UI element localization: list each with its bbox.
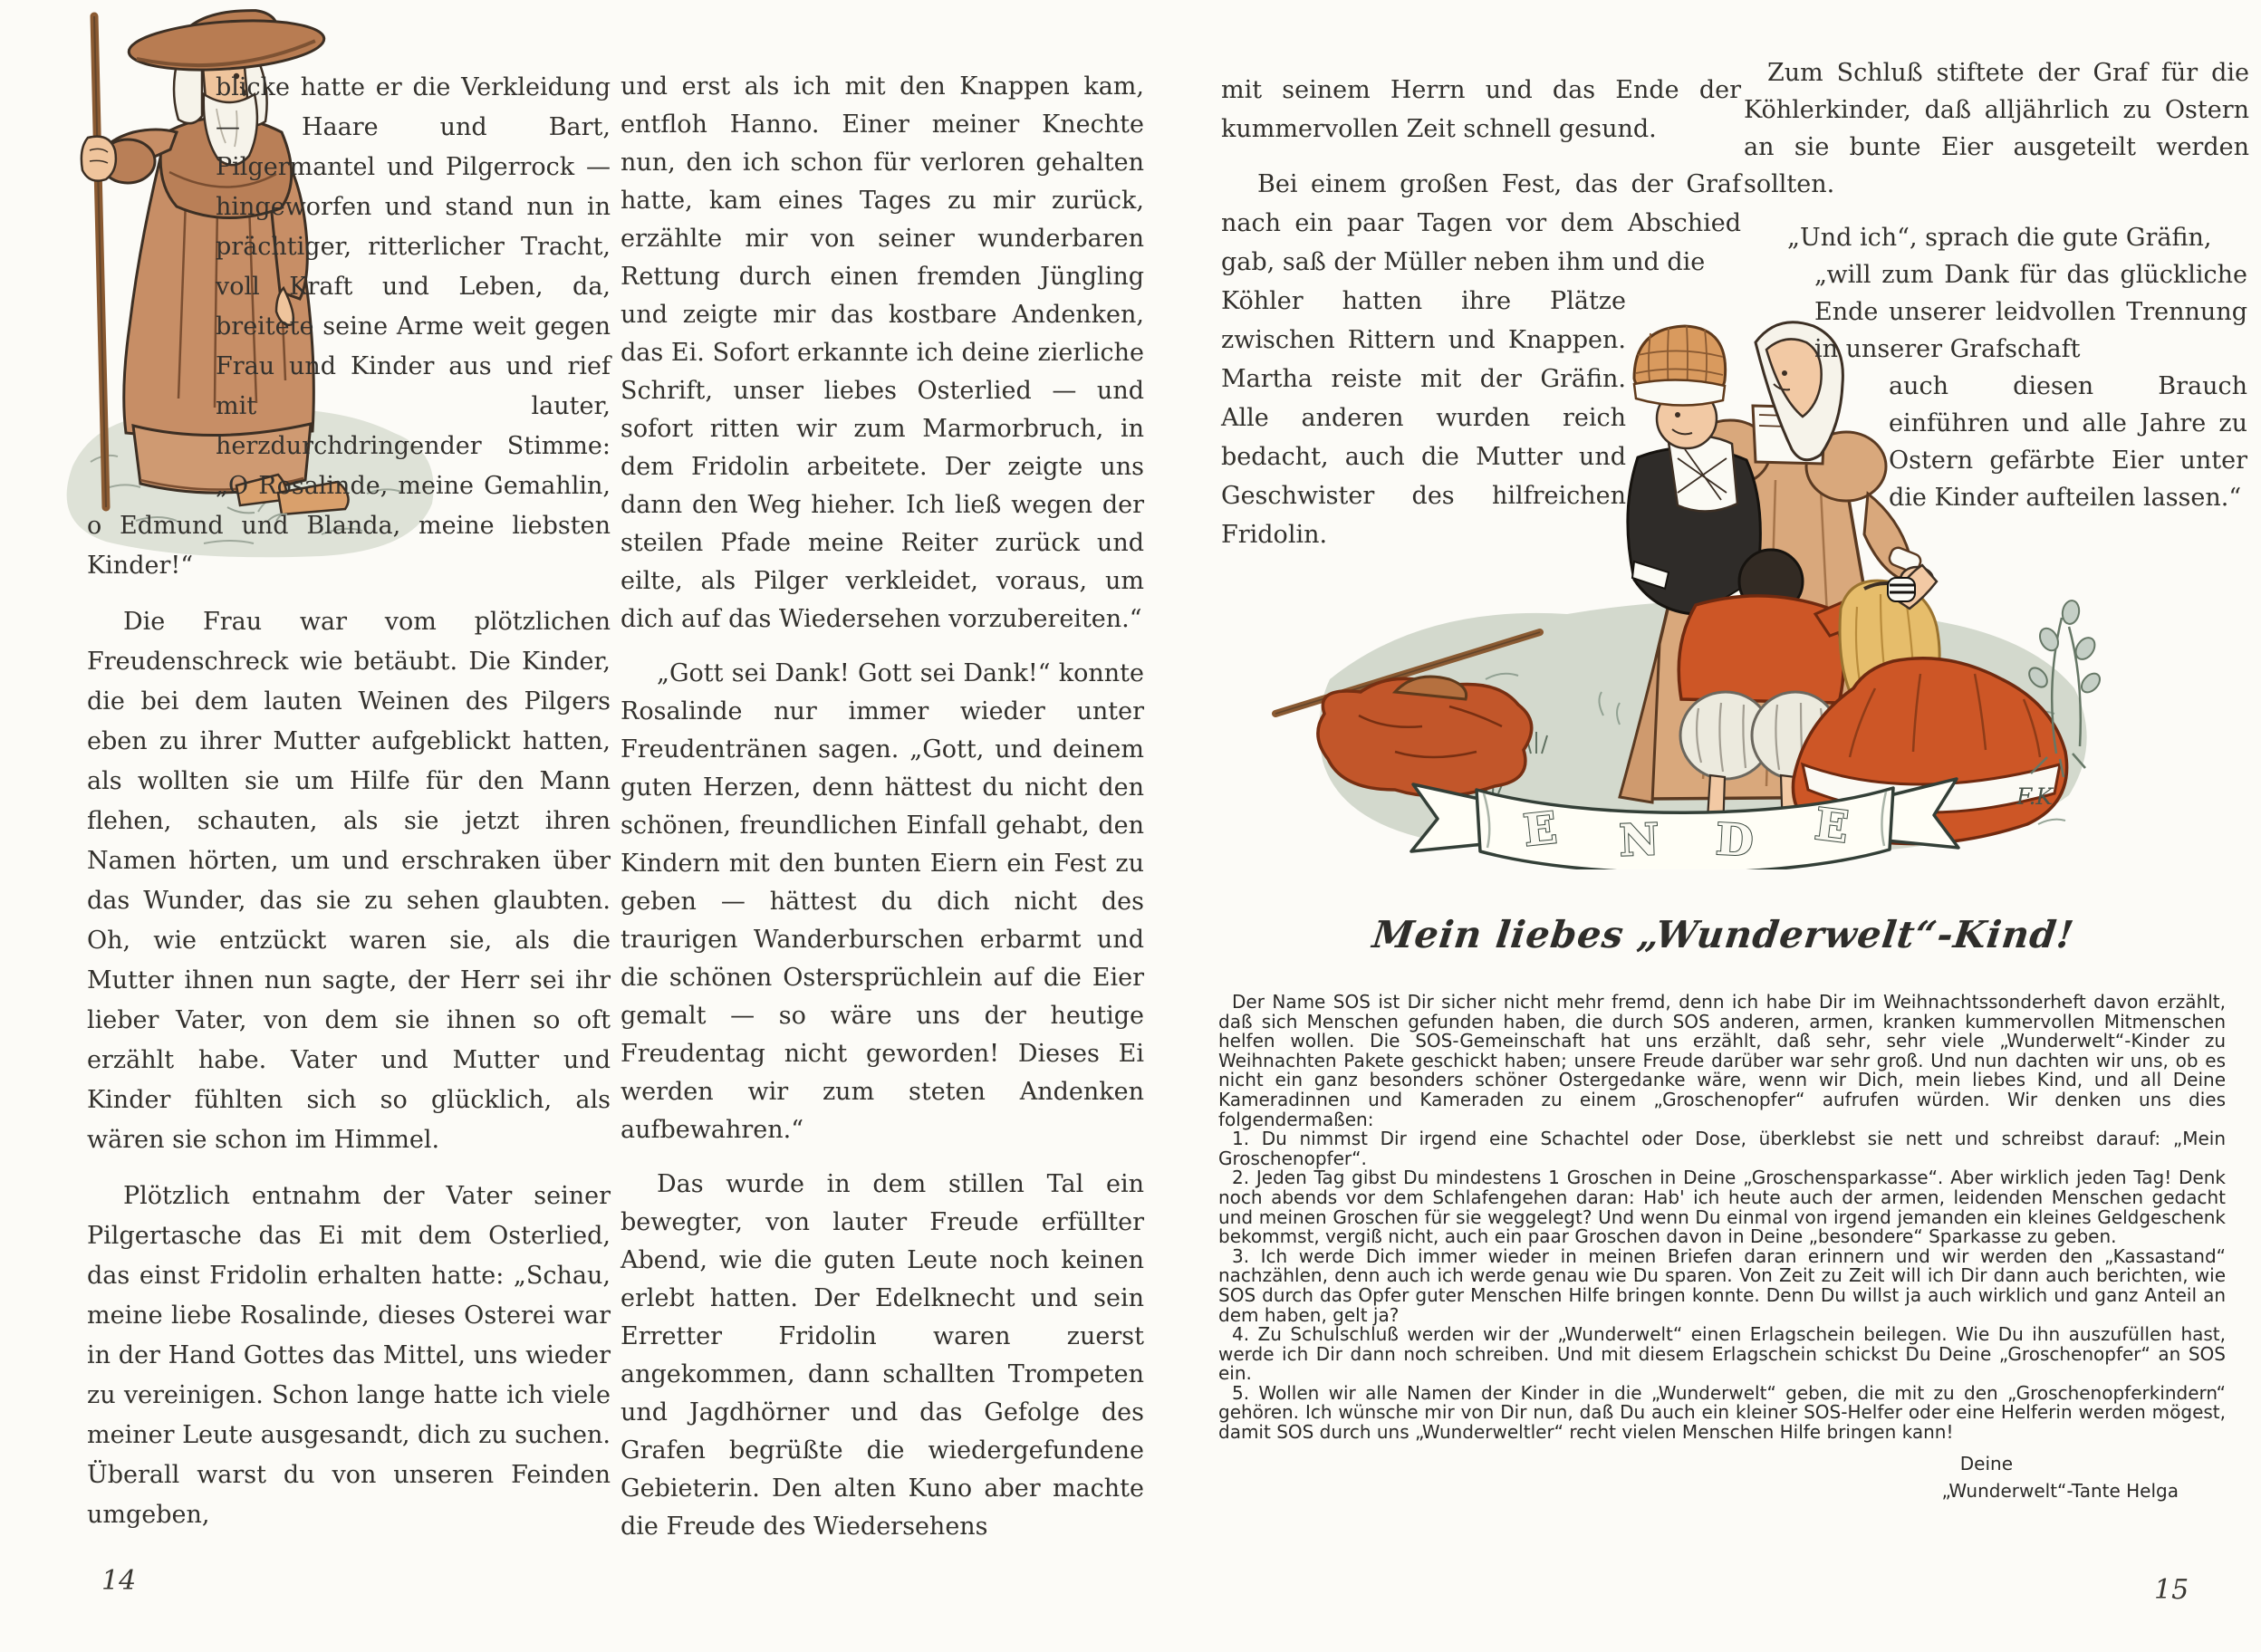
letter-intro: Der Name SOS ist Dir sicher nicht mehr fremd, denn ich habe Dir im Weihnachtssonderheft davon erzählt, daß sich Menschen gefunden haben, die durch SOS anderen, armen, kranken kummervollen Mitmenschen helfen wollen. Die SOS-Gemeinschaft hat uns erzählt, daß sehr, sehr viele „Wunderwelt“-Kinder zu Weihnachten Pakete geschickt haben; unsere Freude darüber war sehr groß. Und nun dachten wir uns, ob es nicht ein ganz besonders schöner Ostergedanke wäre, wenn wir Dich, mein liebes Kind, und all Deine Kameradinnen und Kameraden zu einem „Groschenopfer“ aufrufen würden. Wir denken uns dies folgendermaßen: [1218, 991, 2226, 1130]
signature-line: „Wunderwelt“-Tante Helga [1941, 1479, 2179, 1502]
letter-item: 4. Zu Schulschluß werden wir der „Wunderwelt“ einen Erlagschein beilegen. Wie Du ihn auszufüllen hast, werde ich Dir dann noch schreiben. Und mit diesem Erlagschein schickst Du Deine „Groschenopfer“ an SOS ein. [1218, 1323, 2226, 1385]
story-paragraph: und erst als ich mit den Knappen kam, entfloh Hanno. Einer meiner Knechte nun, den ich schon für verloren gehalten hatte, kam eines Tages zu mir zurück, erzählte mir von seiner wunderbaren Rettung durch einen fremden Jüngling und zeigte mir das kostbare Andenken, das Ei. Sofort erkannte ich deine zierliche Schrift, unser liebes Osterlied — und sofort ritten wir zum Marmorbruch, in dem Fridolin arbeitete. Der zeigte uns dann den Weg hieher. Ich ließ wegen der steilen Pfade meine Reiter zurück und eilte, als Pilger verkleidet, voraus, um dich auf das Wiedersehen vorzubereiten.“ [621, 72, 1144, 633]
signature-line: Deine [1959, 1452, 2013, 1474]
section-heading: Mein liebes „Wunderwelt“-Kind! [1370, 913, 2077, 956]
story-paragraph: Bei einem großen Fest, das der Graf nach ein paar Tagen vor dem Abschied gab, saß der Müller neben ihm und die [1221, 170, 1741, 276]
ende-letter: N [1618, 814, 1660, 867]
story-paragraph: Die Frau war vom plötzlichen Freudenschreck wie betäubt. Die Kinder, die bei dem lauten Weinen des Pilgers eben zu ihrer Mutter aufgeblickt hatten, als wollten sie um Hilfe für den Mann flehen, schauten, als sie jetzt ihren Namen hörten, um und erschraken über das Wunder, das sie zu sehen glaubten. Oh, wie entzückt waren sie, als die Mutter ihnen nun sagte, der Herr sei ihr lieber Vater, von dem sie ihnen so oft erzählt habe. Vater und Mutter und Kinder fühlten sich so glücklich, als wären sie schon im Himmel. [87, 608, 611, 1154]
story-paragraph: „Gott sei Dank! Gott sei Dank!“ konnte Rosalinde nur immer wieder unter Freudentränen sagen. „Gott, und deinem guten Herzen, denn hättest du nicht den schönen, freundlichen Einfall gehabt, den Kindern mit den bunten Eiern ein Fest zu geben — hättest du dich nicht des traurigen Wanderburschen erbarmt und die schönen Ostersprüchlein auf die Eier gemalt — so wäre uns der heutige Freudentag nicht geworden! Dieses Ei werden wir zum steten Andenken aufbewahren.“ [621, 659, 1144, 1144]
story-paragraph: blicke hatte er die Verkleidung — Haare und Bart, Pilgermantel und Pilgerrock — hingeworfen und stand nun in prächtiger, ritterlicher Tracht, voll Kraft und Leben, da, breitete seine Arme weit gegen Frau und Kinder aus und rief mit lauter, herzdurchdringender Stimme: „O Rosalinde, meine Gemahlin, o Edmund und Blanda, meine liebsten Kinder!“ [87, 73, 611, 580]
ende-letter: E [1521, 802, 1560, 857]
story-paragraph: auch diesen Brauch einführen und alle Jahre zu Ostern gefärbte Eier unter die Kinder aufteilen lassen.“ [1889, 372, 2247, 512]
story-paragraph: Plötzlich entnahm der Vater seiner Pilgertasche das Ei mit dem Osterlied, das einst Fridolin erhalten hatte: „Schau, meine liebe Rosalinde, dieses Osterei war in der Hand Gottes das Mittel, uns wieder zu vereinigen. Schon lange hatte ich viele meiner Leute ausgesandt, dich zu suchen. Überall warst du von unseren Feinden umgeben, [87, 1182, 611, 1529]
story-paragraph: Zum Schluß stiftete der Graf für die Köhlerkinder, daß alljährlich zu Ostern an sie bunte Eier ausgeteilt werden sollten. [1744, 59, 2249, 198]
story-paragraph: „Und ich“, sprach die gute Gräfin, [1787, 224, 2212, 252]
page-number-left: 14 [101, 1565, 137, 1597]
left-page-column-1 [87, 68, 611, 1551]
letter-item: 2. Jeden Tag gibst Du mindestens 1 Groschen in Deine „Groschensparkasse“. Aber wirklich jeden Tag! Denk noch abends vor dem Schlafengehen daran: Hab' ich heute auch der armen, leidenden Menschen gedacht und meinen Groschen für sie weggelegt? Und wenn Du einmal von irgend jemanden ein kleines Geldgeschenk bekommst, vergiß nicht, auch ein paar Groschen davon in Deine „besondere“ Sparkasse zu geben. [1218, 1167, 2226, 1248]
story-paragraph: Das wurde in dem stillen Tal ein bewegter, von lauter Freude erfüllter Abend, wie die guten Leute noch keinen erlebt hatten. Der Edelknecht und sein Erretter Fridolin waren zuerst angekommen, dann schallten Trompeten und Jagdhörner und das Gefolge des Grafen begrüßte die wiedergefundene Gebieterin. Den alten Kuno aber machte die Freude des Wiedersehens [621, 1170, 1144, 1541]
letter-item: 3. Ich werde Dich immer wieder in meinen Briefen daran erinnern und wir werden den „Kassastand“ nachzählen, denn auch ich werde genau wie Du sparen. Von Zeit zu Zeit will ich Dir dann auch berichten, wie SOS durch das Opfer guter Menschen Hilfe bringen konnte. Denn Du willst ja auch wirklich und ganz Anteil an dem haben, gelt ja? [1218, 1244, 2226, 1326]
page-number-right: 15 [2154, 1574, 2189, 1606]
illustration-spacer [87, 68, 216, 492]
letter-item: 1. Du nimmst Dir irgend eine Schachtel oder Dose, überklebst sie nett und schreibst darauf: „Mein Groschenopfer“. [1218, 1128, 2226, 1169]
right-page-column-3 [1221, 71, 1741, 571]
left-page-column-2 [621, 68, 1144, 1562]
right-page-column-4 [1744, 54, 2249, 516]
artist-signature: F.K [2016, 783, 2054, 810]
story-paragraph: mit seinem Herrn und das Ende der kummervollen Zeit schnell gesund. [1221, 76, 1741, 143]
ende-letter: D [1714, 813, 1756, 868]
story-paragraph: Köhler hatten ihre Plätze zwischen Rittern und Knappen. Martha reiste mit der Gräfin. Alle anderen wurden reich bedacht, auch die Mutter und Geschwister des hilfreichen Fridolin. [1221, 287, 1626, 549]
sos-letter [1218, 993, 2226, 1504]
story-paragraph: „will zum Dank für das glückliche Ende unserer leidvollen Trennung in unserer Grafschaft [1814, 261, 2247, 363]
ende-letter: E [1812, 799, 1852, 854]
letter-item: 5. Wollen wir alle Namen der Kinder in die „Wunderwelt“ geben, die mit zu den „Groschenopferkindern“ gehören. Ich wünsche mir von Dir nun, daß Du auch ein kleiner SOS-Helfer oder eine Helferin werden mögest, damit SOS durch uns „Wunderweltler“ recht vielen Menschen Hilfe bringen kann! [1218, 1381, 2226, 1444]
